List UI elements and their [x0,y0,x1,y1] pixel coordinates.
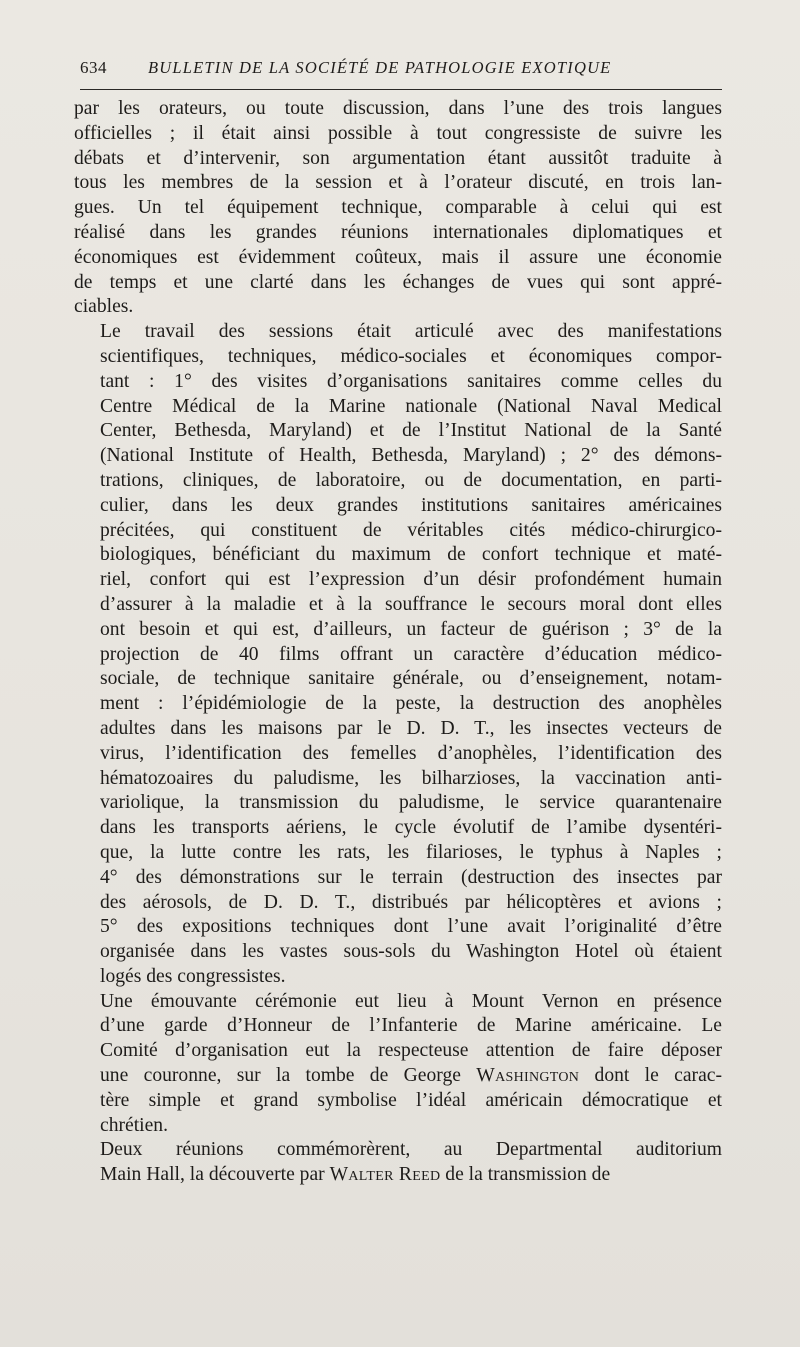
text-line: ont besoin et qui est, d’ailleurs, un facteur de guérison ; 3° de la [100,618,722,640]
proper-name: Washington [476,1065,580,1087]
paragraph [74,97,722,320]
proper-name: Walter Reed [329,1164,441,1186]
text-line: chrétien. [100,1114,168,1136]
text-line: Deux réunions commémorèrent, au Departmental auditorium [100,1139,722,1161]
text-line: riel, confort qui est l’expression d’un désir profondément humain [100,569,722,591]
text-line: tère simple et grand symbolise l’idéal américain démocratique et [100,1089,722,1111]
text-line: adultes dans les maisons par le D. D. T., les insectes vecteurs de [100,717,722,739]
text-line: projection de 40 films offrant un caractère d’éducation médico- [100,643,722,665]
page-number: 634 [80,58,107,77]
running-header [80,56,722,84]
text-line: par les orateurs, ou toute discussion, dans l’une des trois langues [74,98,722,119]
text-line: débats et d’intervenir, son argumentation étant aussitôt traduite à [74,147,722,169]
paragraph [74,1138,722,1188]
body-text [74,97,722,1188]
text-line: Centre Médical de la Marine nationale (National Naval Medical [100,395,722,417]
text-line: réalisé dans les grandes réunions internationales diplomatiques et [74,221,722,243]
text-line: précitées, qui constituent de véritables cités médico-chirurgico- [100,519,722,541]
text-line: officielles ; il était ainsi possible à tout congressiste de suivre les [74,122,722,144]
text-line: 4° des démonstrations sur le terrain (destruction des insectes par [100,866,722,888]
text-line: tous les membres de la session et à l’orateur discuté, en trois lan- [74,172,722,194]
text-line: biologiques, bénéficiant du maximum de confort technique et maté- [100,544,722,566]
text-line: trations, cliniques, de laboratoire, ou de documentation, en parti- [100,469,722,491]
text-line: de temps et une clarté dans les échanges de vues qui sont appré- [74,271,722,293]
text-line: Le travail des sessions était articulé avec des manifestations [100,321,722,343]
text-line: d’une garde d’Honneur de l’Infanterie de Marine américaine. Le [100,1015,722,1037]
text-line: dans les transports aériens, le cycle évolutif de l’amibe dysentéri- [100,817,722,839]
text-line: ment : l’épidémiologie de la peste, la destruction des anophèles [100,693,722,715]
text-line: hématozoaires du paludisme, les bilharzioses, la vaccination anti- [100,767,722,789]
paragraph [74,320,722,990]
text-line: que, la lutte contre les rats, les filarioses, le typhus à Naples ; [100,841,722,863]
text-line: gues. Un tel équipement technique, comparable à celui qui est [74,197,722,219]
text-line: Comité d’organisation eut la respecteuse attention de faire déposer [100,1040,722,1062]
text-line: d’assurer à la maladie et à la souffrance le secours moral dont elles [100,593,722,615]
header-rule [80,89,722,90]
text-line: variolique, la transmission du paludisme, le service quarantenaire [100,792,722,814]
text-line: 5° des expositions techniques dont l’une avait l’originalité d’être [100,916,722,938]
text-line: (National Institute of Health, Bethesda, Maryland) ; 2° des démons- [100,445,722,467]
text-line: tant : 1° des visites d’organisations sanitaires comme celles du [100,370,722,392]
running-title: BULLETIN DE LA SOCIÉTÉ DE PATHOLOGIE EXOTIQUE [148,58,612,77]
text-line: scientifiques, techniques, médico-sociales et économiques compor- [100,345,722,367]
text-line: Main Hall, la découverte par Walter Reed de la transmission de [100,1164,611,1186]
text-line: des aérosols, de D. D. T., distribués par hélicoptères et avions ; [100,891,722,913]
text-line: une couronne, sur la tombe de George Washington dont le carac- [100,1065,722,1087]
text-line: sociale, de technique sanitaire générale, ou d’enseignement, notam- [100,668,722,690]
text-line: logés des congressistes. [100,965,286,987]
text-line: Center, Bethesda, Maryland) et de l’Institut National de la Santé [100,420,722,442]
paragraph [74,990,722,1139]
text-line: culier, dans les deux grandes institutions sanitaires américaines [100,494,722,516]
text-line: économiques est évidemment coûteux, mais il assure une économie [74,246,722,268]
text-line: organisée dans les vastes sous-sols du Washington Hotel où étaient [100,941,722,963]
text-line: virus, l’identification des femelles d’anophèles, l’identification des [100,742,722,764]
text-line: Une émouvante cérémonie eut lieu à Mount Vernon en présence [100,990,722,1012]
text-line: ciables. [74,296,134,318]
